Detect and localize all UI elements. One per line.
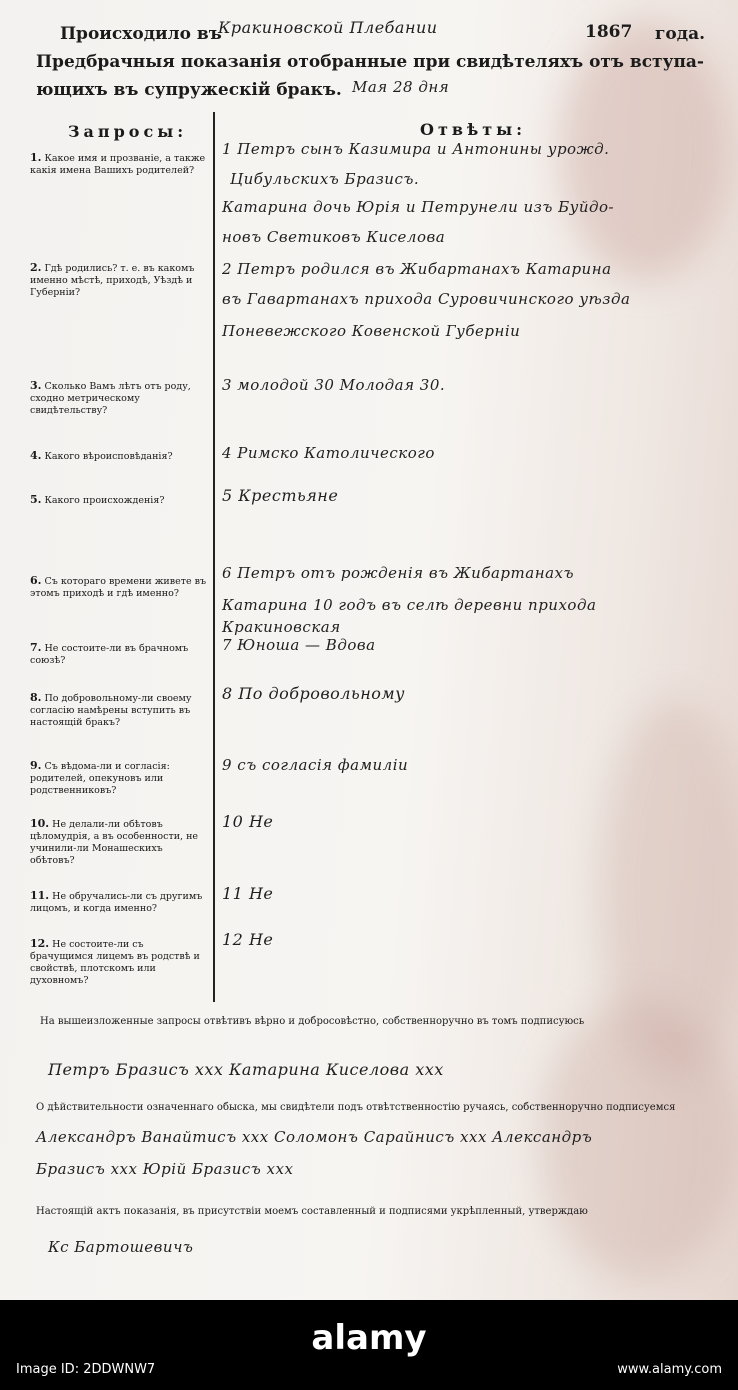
- question-2: 2. Гдѣ родились? т. е. въ какомъ именно мѣстѣ, приходѣ, Уѣздѣ и Губерніи?: [30, 261, 195, 298]
- answer-11: 11 Не: [222, 884, 274, 903]
- question-4: 4. Какого вѣроисповѣданія?: [30, 449, 173, 462]
- question-6: 6. Съ котораго времени живете въ этомъ приходѣ и гдѣ именно?: [30, 574, 207, 599]
- header-title-line: ющихъ въ супружескій бракъ.: [36, 80, 342, 100]
- alamy-logo: alamy: [311, 1318, 427, 1358]
- site-url: www.alamy.com: [617, 1362, 722, 1377]
- answer-1-line: Катарина дочь Юрія и Петрунели изъ Буйдо-: [222, 198, 615, 216]
- answer-3: 3 молодой 30 Молодая 30.: [222, 376, 446, 394]
- answer-5: 5 Крестьяне: [222, 486, 339, 505]
- question-10: 10. Не делали-ли обѣтовъ цѣломудрія, а въ особенности, не учинили-ли Монашескихъ обѣтовъ?: [30, 817, 199, 866]
- answer-1-line: 1 Петръ сынъ Казимира и Антонины урожд.: [222, 140, 610, 158]
- answer-6-line: Катарина 10 годъ въ селѣ деревни прихода: [222, 596, 597, 614]
- answer-2-line: 2 Петръ родился въ Жибартанахъ Катарина: [222, 260, 612, 278]
- question-5: 5. Какого происхожденія?: [30, 493, 165, 506]
- statement-approval: Настоящій актъ показанія, въ присутствіи моемъ составленный и подписями укрѣпленный, утверждаю: [36, 1206, 588, 1217]
- column-divider: [213, 112, 215, 1002]
- question-12: 12. Не состоите-ли съ брачущимся лицемъ въ родствѣ и свойствѣ, плотскомъ или духовномъ?: [30, 937, 200, 986]
- question-11: 11. Не обручались-ли съ другимъ лицомъ, и когда именно?: [30, 889, 203, 914]
- answers-column-header: Отвѣты:: [420, 120, 527, 139]
- header-place-handwritten: Кракиновской Плебании: [218, 18, 438, 37]
- answer-12: 12 Не: [222, 930, 274, 949]
- question-8: 8. По добровольному-ли своему согласію намѣрены вступить въ настоящій бракъ?: [30, 691, 192, 728]
- questions-column-header: Запросы:: [68, 122, 188, 141]
- answer-1-line: новъ Светиковъ Киселова: [222, 228, 446, 246]
- witness-signatures-line: Александръ Ванайтисъ ххх Соломонъ Сарайнисъ ххх Александръ: [36, 1128, 593, 1146]
- header-title-line: Предбрачныя показанія отобранные при свидѣтеляхъ отъ вступа-: [36, 52, 704, 72]
- answer-2-line: Поневежского Ковенской Губерніи: [222, 322, 521, 340]
- witness-signatures-line: Бразисъ ххх Юрій Бразисъ ххх: [36, 1160, 294, 1178]
- header-prefix: Происходило въ: [60, 24, 222, 44]
- answer-1-line: Цибульскихъ Бразисъ.: [230, 170, 420, 188]
- header-year-suffix: года.: [655, 24, 706, 44]
- answer-7: 7 Юноша — Вдова: [222, 636, 376, 654]
- header-year: 1867: [585, 22, 633, 42]
- answer-8: 8 По добровольному: [222, 684, 405, 703]
- header-date-handwritten: Мая 28 дня: [352, 78, 450, 96]
- question-1: 1. Какое имя и прозваніе, а также какія имена Вашихъ родителей?: [30, 151, 206, 176]
- answer-6-line: 6 Петръ отъ рожденія въ Жибартанахъ: [222, 564, 574, 582]
- answer-9: 9 съ согласія фамиліи: [222, 756, 409, 774]
- priest-signature: Кс Бартошевичъ: [48, 1238, 194, 1256]
- answer-2-line: въ Гавартанахъ прихода Суровичинского уѣзда: [222, 290, 631, 308]
- stock-footer: [0, 1300, 738, 1390]
- answer-6-line: Кракиновская: [222, 618, 341, 636]
- statement-witnesses: О дѣйствительности означеннаго обыска, мы свидѣтели подъ отвѣтственностію ручаясь, собственноручно подписуемся: [36, 1102, 676, 1113]
- question-7: 7. Не состоите-ли въ брачномъ союзѣ?: [30, 641, 189, 666]
- statement-answers: На вышеизложенные запросы отвѣтивъ вѣрно и добросовѣстно, собственноручно въ томъ подписуюсь: [40, 1016, 585, 1027]
- question-3: 3. Сколько Вамъ лѣтъ отъ роду, сходно метрическому свидѣтельству?: [30, 379, 191, 416]
- question-9: 9. Съ вѣдома-ли и согласія: родителей, опекуновъ или родственниковъ?: [30, 759, 170, 796]
- couple-signatures: Петръ Бразисъ ххх Катарина Киселова ххх: [48, 1060, 444, 1079]
- image-id-label: Image ID: 2DDWNW7: [16, 1362, 156, 1377]
- answer-10: 10 Не: [222, 812, 274, 831]
- answer-4: 4 Римско Католического: [222, 444, 435, 462]
